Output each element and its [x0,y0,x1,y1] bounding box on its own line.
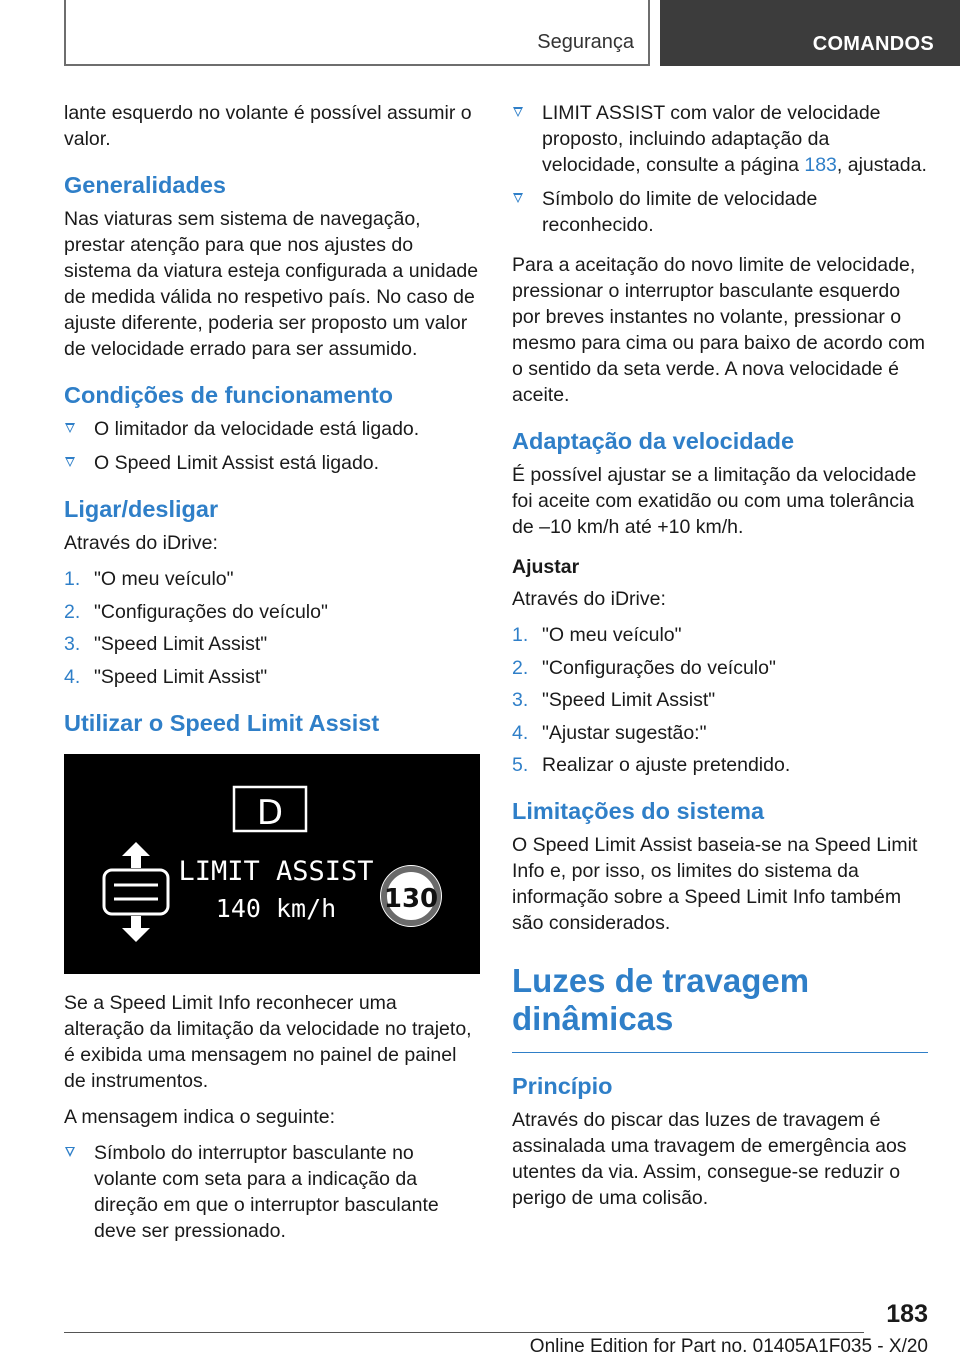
onoff-intro: Através do iDrive: [64,532,218,554]
sign-value: 130 [383,883,439,914]
list-item: 4. "Ajustar sugestão:" [512,721,707,744]
speed-limit-sign-icon [380,865,442,927]
heading-utilizar: Utilizar o Speed Limit Assist [64,709,380,736]
page-reference-link[interactable]: 183 [804,154,837,176]
left-column [64,100,480,1252]
heading-adaptacao: Adaptação da velocidade [512,428,795,454]
adjust-intro: Através do iDrive: [512,588,666,610]
limits-text: O Speed Limit Assist baseia-se na Speed Limit Info e, por isso, os limites do sistema da informação sobre a Speed Limit Info também são considerados. [512,834,918,934]
triangle-bullet-icon [513,107,523,117]
onoff-steps [64,566,480,690]
adapt-text: É possível ajustar se a limitação da velocidade foi aceite com exatidão ou com uma tolerância de –10 km/h até +10 km/h. [512,464,917,538]
rocker-switch-icon [104,842,168,942]
message-list [64,1140,480,1244]
heading-condicoes: Condições de funcionamento [64,382,394,408]
speed-value: 140 km/h [215,893,337,923]
triangle-bullet-icon [513,193,523,203]
right-column [512,100,928,1221]
use-text-1: Se a Speed Limit Info reconhecer uma alteração da limitação da velocidade no trajeto, é exibida uma mensagem no painel de painel de instrumentos. [64,991,472,1092]
triangle-bullet-icon [65,1147,75,1157]
heading-luzes-travagem: Luzes de travagem dinâmicas [512,962,928,1053]
footer-edition: Online Edition for Part no. 01405A1F035 - X/20 [529,1336,928,1357]
section-box [64,0,650,66]
list-item: 4. "Speed Limit Assist" [64,665,268,688]
heading-limitacoes: Limitações do sistema [512,798,765,824]
heading-ligar-desligar: Ligar/desligar [64,496,219,522]
chapter-tab [660,0,960,66]
page-header [0,0,960,66]
intro-text: lante esquerdo no volante é possível assumir o valor. [64,102,472,150]
use-text-2: A mensagem indica o seguinte: [64,1105,336,1128]
list-item: 5. Realizar o ajuste pretendido. [512,754,791,776]
limit-assist-title: LIMIT ASSIST [178,855,374,887]
heading-ajustar: Ajustar [512,556,580,578]
section-title: Segurança [537,31,634,53]
list-item: Símbolo do interruptor basculante no volante com seta para a indicação da direção em que o interruptor basculante deve ser pressionado. [64,1140,480,1244]
heading-generalidades: Generalidades [64,172,226,198]
footer-divider [64,1332,864,1333]
display-svg [64,754,480,974]
adjust-steps [512,622,928,778]
list-item: 2. "Configurações do veículo" [64,600,328,623]
list-item: Símbolo do limite de velocidade reconhecido. [512,186,928,238]
list-item: 1. "O meu veículo" [64,568,234,590]
chapter-title: COMANDOS [812,33,934,55]
list-item: 1. "O meu veículo" [512,624,682,646]
list-item: O limitador da velocidade está ligado. [64,416,480,442]
list-item: 3. "Speed Limit Assist" [64,633,268,655]
triangle-bullet-icon [65,457,75,467]
accept-text: Para a aceitação do novo limite de velocidade, pressionar o interruptor basculante esquerdo por breves instantes no volante, pressionar o mesmo para cima ou para baixo de acordo com o sentido da seta verde. A nova velocidade é aceite. [512,254,925,406]
list-item: 2. "Configurações do veículo" [512,656,776,679]
list-item: O Speed Limit Assist está ligado. [64,450,480,476]
triangle-bullet-icon [65,423,75,433]
gear-text: D [256,792,284,833]
list-item: 3. "Speed Limit Assist" [512,689,716,711]
message-list-continued [512,100,928,238]
heading-principio: Princípio [512,1073,613,1099]
principle-text: Através do piscar das luzes de travagem é assinalada uma travagem de emergência aos utentes da via. Assim, consegue-se reduzir o perigo de uma colisão. [512,1109,907,1209]
general-text: Nas viaturas sem sistema de navegação, prestar atenção para que nos ajustes do sistema da viatura esteja configurada a unidade de medida válida no respetivo país. No caso de ajuste diferente, poderia ser proposto um valor de velocidade errado para ser assumido. [64,208,479,360]
conditions-list [64,416,480,476]
page-number: 183 [886,1300,928,1328]
list-item: LIMIT ASSIST com valor de velocidade proposto, incluindo adaptação da velocidade, consulte a página 183, ajustada. [512,100,928,178]
instrument-display-image [64,754,480,974]
